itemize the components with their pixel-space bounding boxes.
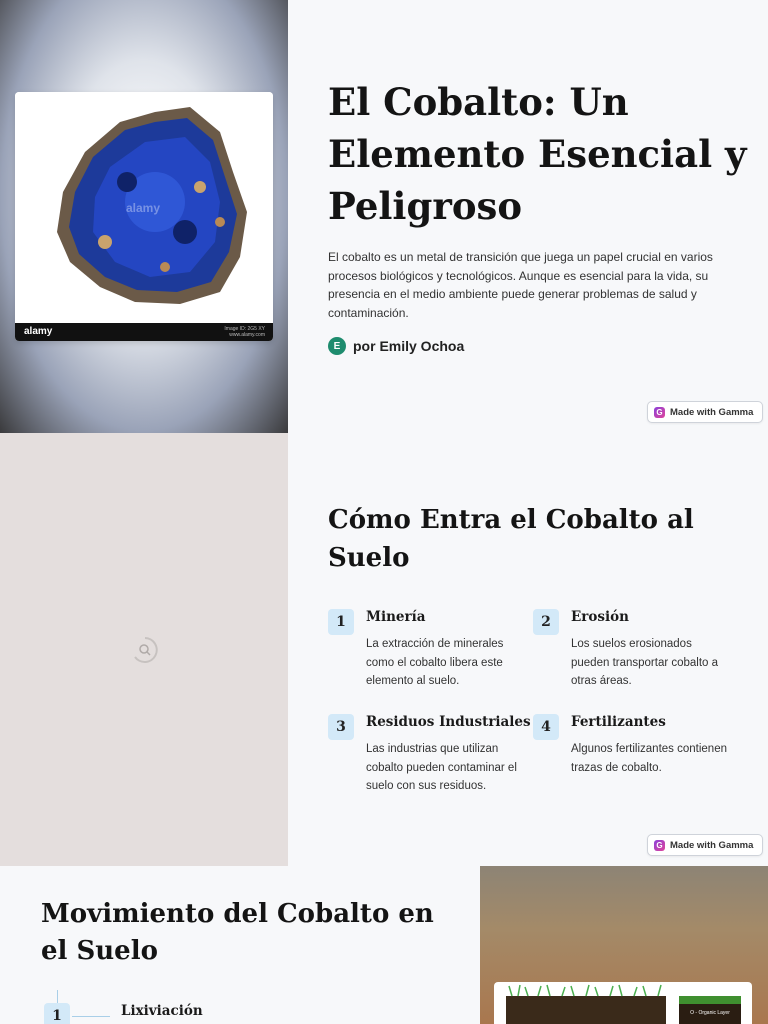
- step-title: Residuos Industriales: [366, 714, 531, 730]
- timeline-connector: [72, 1016, 110, 1017]
- loading-spinner-icon: [131, 636, 159, 664]
- author-line: [328, 337, 464, 355]
- cobalt-mineral-image: [15, 92, 273, 341]
- soil-image-panel: [480, 866, 768, 1024]
- badge-label: Made with Gamma: [670, 839, 754, 851]
- gamma-logo-icon: G: [654, 840, 665, 851]
- avatar: E: [328, 337, 346, 355]
- step-text: La extracción de minerales como el cobalto libera este elemento al suelo.: [366, 638, 504, 688]
- soil-layer-image: [494, 982, 752, 1024]
- step-card: [533, 714, 728, 794]
- watermark-text: alamy: [125, 201, 161, 215]
- step-text: Los suelos erosionados pueden transportar cobalto a otras áreas.: [571, 638, 719, 688]
- photo-footer: [15, 323, 273, 341]
- photo-credit: [224, 326, 265, 338]
- step-number: 3: [328, 714, 354, 740]
- timeline-title: Lixiviación: [121, 1003, 203, 1019]
- step-number: 1: [328, 609, 354, 635]
- soil-diagram-graphic: [494, 982, 752, 1024]
- step-title: Fertilizantes: [571, 714, 666, 730]
- image-placeholder-panel: [0, 433, 288, 866]
- step-number: 2: [533, 609, 559, 635]
- step-title: Erosión: [571, 609, 629, 625]
- author-name: por Emily Ochoa: [353, 338, 465, 354]
- soil-layer-label: O - Organic Layer: [690, 1010, 730, 1016]
- badge-label: Made with Gamma: [670, 406, 754, 418]
- step-text: Las industrias que utilizan cobalto pueden contaminar el suelo con sus residuos.: [366, 743, 517, 793]
- section-title: Cómo Entra el Cobalto al Suelo: [328, 505, 694, 573]
- grass-icon: [509, 985, 661, 996]
- photo-brand: alamy: [24, 326, 53, 337]
- soil-entry-slide: [0, 433, 768, 866]
- step-card: [328, 609, 523, 689]
- section-title: Movimiento del Cobalto en el Suelo: [41, 899, 434, 966]
- title-slide: [0, 0, 768, 433]
- photo-credit-line1: Image ID: 2G5 XY: [224, 326, 265, 332]
- step-card: [328, 714, 531, 794]
- cobalt-rock-graphic: [15, 92, 273, 323]
- step-title: Minería: [366, 609, 426, 625]
- photo-credit-line2: www.alamy.com: [229, 332, 265, 338]
- intro-paragraph: El cobalto es un metal de transición que juega un papel crucial en varios procesos biológicos y tecnológicos. Aunque es esencial para la vida, su presencia en el medio ambiente puede generar problemas de salud y contaminación.: [328, 250, 713, 320]
- hero-image-panel: [0, 0, 288, 433]
- timeline-number: 1: [44, 1003, 70, 1024]
- page-title: El Cobalto: Un Elemento Esencial y Peligroso: [328, 80, 747, 228]
- step-number: 4: [533, 714, 559, 740]
- made-with-gamma-button[interactable]: [647, 401, 763, 423]
- gamma-logo-icon: G: [654, 407, 665, 418]
- made-with-gamma-button[interactable]: [647, 834, 763, 856]
- soil-movement-slide: [0, 866, 768, 1024]
- step-text: Algunos fertilizantes contienen trazas de cobalto.: [571, 743, 727, 774]
- step-card: [533, 609, 728, 689]
